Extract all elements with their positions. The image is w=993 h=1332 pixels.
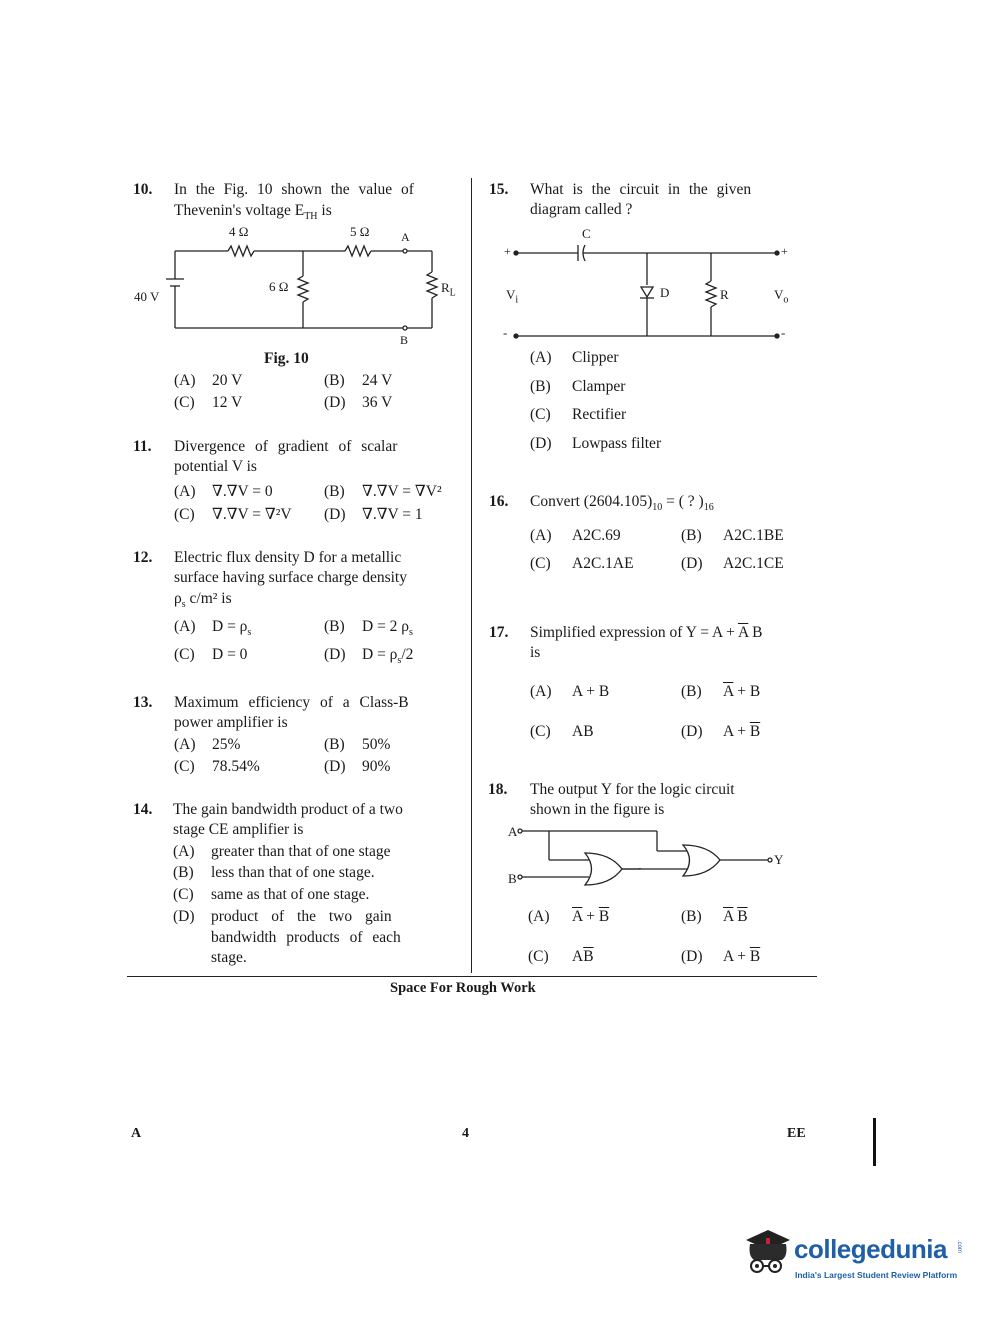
brand-tagline: India's Largest Student Review Platform — [795, 1270, 958, 1280]
question-text-line2: Thevenin's voltage $E_{TH}$ is — [174, 202, 332, 223]
question-text: What is the circuit in the given — [530, 181, 752, 198]
option-d[interactable]: (D) $A + \overline{B}$ — [681, 948, 761, 965]
option-b[interactable]: (B) D = 2 $\rho_s$ — [324, 618, 413, 639]
question-number: 10. — [133, 181, 153, 198]
question-number: 16. — [489, 493, 509, 510]
option-b[interactable]: (B) ∇.∇V = ∇V² — [324, 483, 442, 500]
question-text-line2: diagram called ? — [530, 201, 633, 218]
option-a[interactable]: (A) ∇.∇V = 0 — [174, 483, 273, 500]
footer-set-code: A — [131, 1126, 142, 1141]
question-number: 18. — [488, 781, 508, 798]
option-a[interactable]: (A) 20 V — [174, 372, 243, 389]
output-minus: - — [781, 325, 786, 340]
option-d[interactable]: (D) Lowpass filter — [530, 435, 662, 452]
option-a[interactable]: (A) A + B — [530, 683, 610, 700]
option-c[interactable]: (C) Rectifier — [530, 406, 627, 423]
input-a-label: A — [508, 824, 518, 839]
rough-work-label: Space For Rough Work — [390, 980, 536, 996]
resistor-6-label: 6 Ω — [269, 279, 289, 294]
option-d[interactable]: (D) product of the two gain — [173, 908, 392, 925]
question-text: Electric flux density D for a metallic — [174, 549, 402, 566]
option-d[interactable]: (D) A2C.1CE — [681, 555, 784, 572]
option-b[interactable]: (B) Clamper — [530, 378, 626, 395]
option-b[interactable]: (B) less than that of one stage. — [173, 864, 375, 881]
input-b-label: B — [508, 871, 517, 886]
output-voltage-label: $V_o$ — [774, 287, 789, 306]
question-text: Simplified expression of $Y = A + \overline{A}$ B — [530, 624, 763, 641]
load-resistor-label: $R_L$ — [441, 280, 456, 299]
option-d[interactable]: (D) ∇.∇V = 1 — [324, 506, 423, 523]
output-plus: + — [781, 244, 788, 258]
option-b[interactable]: (B) A2C.1BE — [681, 527, 784, 544]
diode-label: D — [660, 285, 670, 300]
question-number: 12. — [133, 549, 153, 566]
question-text: The gain bandwidth product of a two — [173, 801, 403, 818]
option-b[interactable]: (B) 24 V — [324, 372, 393, 389]
figure-caption: Fig. 10 — [264, 350, 309, 367]
question-text-line2: is — [530, 644, 541, 661]
capacitor-label: C — [582, 226, 591, 241]
question-text-line2: potential V is — [174, 458, 257, 475]
collegedunia-logo — [738, 1226, 968, 1286]
option-a[interactable]: (A) greater than that of one stage — [173, 843, 391, 860]
option-d[interactable]: (D) $D = \rho_s/2$ — [324, 646, 414, 667]
node-b-label: B — [400, 333, 409, 347]
brand-name: collegedunia — [794, 1234, 947, 1264]
question-text: In the Fig. 10 shown the value of — [174, 181, 414, 198]
option-d[interactable]: (D) 90% — [324, 758, 391, 775]
question-text-line2: power amplifier is — [174, 714, 288, 731]
footer-subject-code: EE — [787, 1126, 806, 1141]
question-text: The output Y for the logic circuit — [530, 781, 735, 798]
option-c[interactable]: (C) $A\overline{B}$ — [528, 948, 594, 965]
option-b[interactable]: (B) 50% — [324, 736, 391, 753]
resistor-label: R — [720, 287, 729, 302]
input-voltage-label: $V_i$ — [506, 287, 519, 306]
option-a[interactable]: (A) $\overline{A} + \overline{B}$ — [528, 908, 610, 925]
question-text: Maximum efficiency of a Class-B — [174, 694, 409, 711]
input-minus: - — [503, 325, 508, 340]
question-text-line2: stage CE amplifier is — [173, 821, 304, 838]
option-a[interactable]: (A) Clipper — [530, 349, 619, 366]
question-text-line3: $\rho_s$ c/m² is — [174, 590, 232, 611]
question-text-line2: surface having surface charge density — [174, 569, 407, 586]
question-number: 11. — [133, 438, 152, 455]
option-a[interactable]: (A) 25% — [174, 736, 241, 753]
graduate-mascot-icon — [738, 1226, 798, 1286]
option-c[interactable]: (C) 12 V — [174, 394, 243, 411]
question-text: Convert $(2604.105)_{10}$ = ( ? )$_{16}$ — [530, 493, 714, 514]
resistor-5-label: 5 Ω — [350, 224, 370, 239]
option-c[interactable]: (C) D = 0 — [174, 646, 248, 663]
option-c[interactable]: (C) same as that of one stage. — [173, 886, 370, 903]
option-d-line2: bandwidth products of each — [211, 929, 401, 946]
footer-page-number: 4 — [462, 1126, 469, 1141]
question-text: Divergence of gradient of scalar — [174, 438, 398, 455]
input-plus: + — [504, 244, 511, 258]
question-number: 15. — [489, 181, 509, 198]
margin-mark — [873, 1118, 876, 1166]
option-d[interactable]: (D) 36 V — [324, 394, 393, 411]
option-a[interactable]: (A) A2C.69 — [530, 527, 621, 544]
question-number: 14. — [133, 801, 153, 818]
option-c[interactable]: (C) AB — [530, 723, 594, 740]
question-text-line2: shown in the figure is — [530, 801, 665, 818]
option-b[interactable]: (B) $\overline{A}$ $\overline{B}$ — [681, 908, 748, 925]
option-d-line3: stage. — [211, 949, 247, 966]
option-b[interactable]: (B) $\overline{A} + B$ — [681, 683, 761, 700]
question-number: 17. — [489, 624, 509, 641]
output-y-label: Y — [774, 852, 784, 867]
brand-dotcom: .com — [956, 1240, 962, 1254]
resistor-4-label: 4 Ω — [229, 224, 249, 239]
option-c[interactable]: (C) ∇.∇V = ∇²V — [174, 506, 292, 523]
option-c[interactable]: (C) 78.54% — [174, 758, 260, 775]
question-number: 13. — [133, 694, 153, 711]
source-label: 40 V — [134, 289, 160, 304]
option-a[interactable]: (A) $D = \rho_s$ — [174, 618, 252, 639]
node-a-label: A — [401, 230, 410, 244]
option-d[interactable]: (D) $A + \overline{B}$ — [681, 723, 761, 740]
option-c[interactable]: (C) A2C.1AE — [530, 555, 634, 572]
